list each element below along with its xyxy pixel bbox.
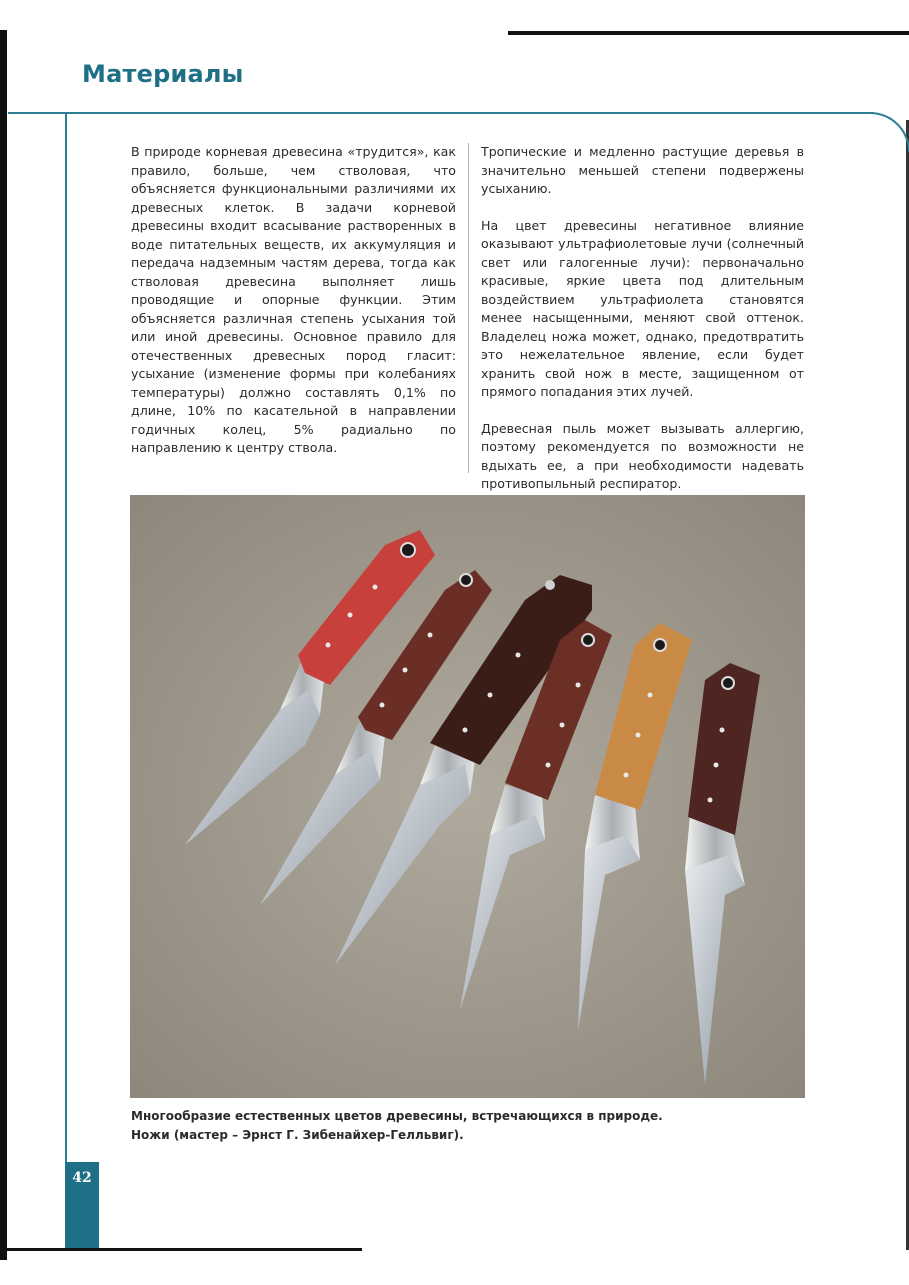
scan-edge-bottom (0, 1248, 362, 1251)
knives-illustration (130, 495, 805, 1098)
section-title: Материалы (82, 60, 244, 88)
scan-edge-left (0, 30, 7, 1260)
paragraph: Тропические и медленно растущие деревья в значительно меньшей степени подвержены усыханию. (481, 144, 804, 196)
caption-line-2: Ножи (мастер – Эрнст Г. Зибенайхер-Гелльвиг). (131, 1128, 464, 1142)
column-divider (468, 143, 469, 473)
page-number: 42 (72, 1170, 92, 1186)
paragraph: В природе корневая древесина «трудится», как правило, больше, чем стволовая, что объясняется функциональными различиями их древесных клеток. В задачи корневой древесины входит всасывание растворенных в воде питательных веществ, их аккумуляция и передача надземным частям дерева, тогда как стволовая древесина выполняет лишь проводящие и опорные функции. Этим объясняется различная степень усыхания той или иной древесины. Основное правило для отечественных древесных пород гласит: усыхание (изменение формы при колебаниях температуры) должно составлять 0,1% по длине, 10% по касательной в направлении годичных колец, 5% радиально по направлению к центру ствола. (131, 144, 456, 455)
text-column-right (481, 143, 804, 512)
knives-photo (130, 495, 805, 1098)
caption-line-1: Многообразие естественных цветов древесины, встречающихся в природе. (131, 1109, 663, 1123)
header-rule (8, 112, 874, 114)
margin-rule (65, 113, 67, 1163)
page-number-tab (65, 1162, 99, 1248)
scan-edge-top (508, 31, 909, 35)
paragraph: Древесная пыль может вызывать аллергию, поэтому рекомендуется по возможности не вдыхать ее, а при необходимости надевать противопыльный респиратор. (481, 420, 804, 491)
header-rule-corner (840, 112, 909, 152)
figure-caption (131, 1107, 811, 1145)
text-column-left (131, 143, 456, 476)
paragraph: На цвет древесины негативное влияние оказывают ультрафиолетовые лучи (солнечный свет или галогенные лучи): первоначально красивые, яркие цвета под длительным воздействием ультрафиолета становятся менее насыщенными, меняют свой оттенок. Владелец ножа может, однако, предотвратить это нежелательное явление, если будет хранить свой нож в месте, защищенном от прямого попадания этих лучей. (481, 217, 804, 399)
